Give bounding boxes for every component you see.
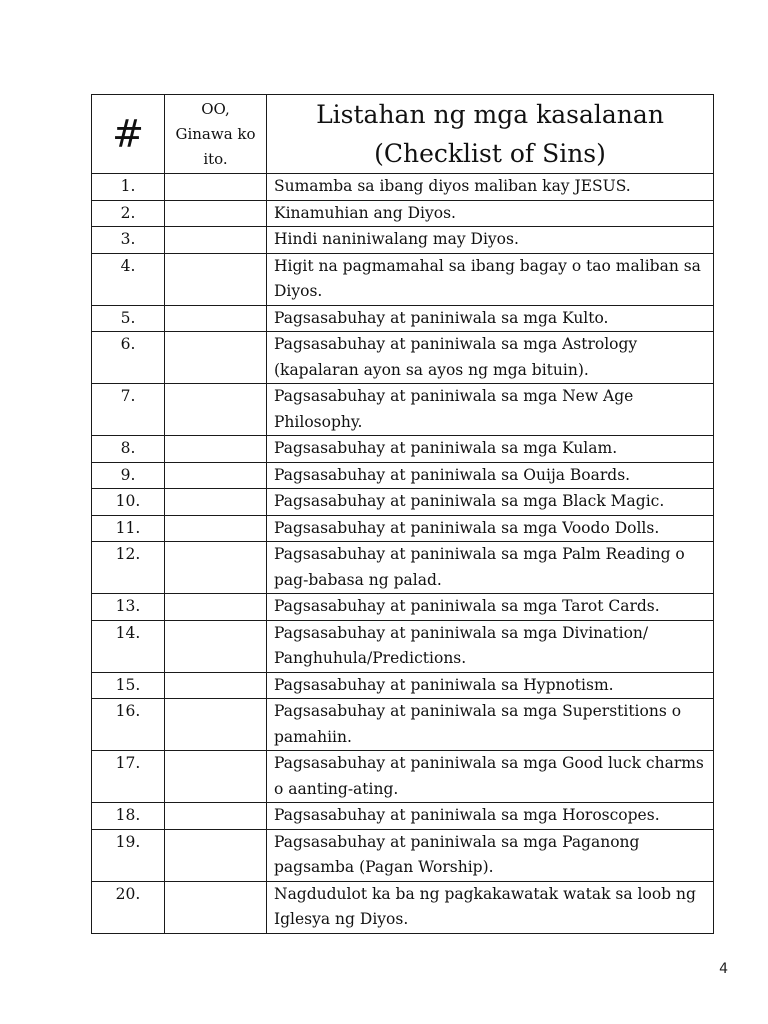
check-cell[interactable] [165,489,267,516]
row-number: 15. [92,672,165,699]
check-cell[interactable] [165,384,267,436]
row-number: 18. [92,803,165,830]
table-row [92,489,714,516]
row-number: 17. [92,751,165,803]
table-row [92,174,714,201]
check-cell[interactable] [165,436,267,463]
sin-description: Pagsasabuhay at paniniwala sa mga Voodo Dolls. [267,515,714,542]
row-number: 11. [92,515,165,542]
sin-description: Pagsasabuhay at paniniwala sa mga Kulto. [267,305,714,332]
row-number: 1. [92,174,165,201]
sin-description: Pagsasabuhay at paniniwala sa mga Palm Reading o pag-babasa ng palad. [267,542,714,594]
table-row [92,227,714,254]
sin-description: Pagsasabuhay at paniniwala sa Hypnotism. [267,672,714,699]
sin-description: Sumamba sa ibang diyos maliban kay JESUS. [267,174,714,201]
sin-description: Pagsasabuhay at paniniwala sa mga Tarot Cards. [267,594,714,621]
table-row [92,542,714,594]
table-row [92,751,714,803]
row-number: 20. [92,881,165,933]
table-row [92,305,714,332]
check-cell[interactable] [165,227,267,254]
check-cell[interactable] [165,620,267,672]
row-number: 7. [92,384,165,436]
row-number: 13. [92,594,165,621]
row-number: 12. [92,542,165,594]
checklist-subtitle: (Checklist of Sins) [374,139,606,168]
check-cell[interactable] [165,462,267,489]
check-cell[interactable] [165,699,267,751]
row-number: 4. [92,253,165,305]
sin-description: Kinamuhian ang Diyos. [267,200,714,227]
row-number: 5. [92,305,165,332]
sin-description: Pagsasabuhay at paniniwala sa mga Astrology (kapalaran ayon sa ayos ng mga bituin). [267,332,714,384]
sin-description: Pagsasabuhay at paniniwala sa mga Black Magic. [267,489,714,516]
table-row [92,462,714,489]
check-cell[interactable] [165,594,267,621]
number-column-header: # [92,95,165,174]
table-header-row [92,95,714,174]
row-number: 8. [92,436,165,463]
sins-checklist-table [91,94,714,934]
row-number: 10. [92,489,165,516]
table-row [92,200,714,227]
row-number: 14. [92,620,165,672]
row-number: 6. [92,332,165,384]
check-cell[interactable] [165,253,267,305]
sin-description: Pagsasabuhay at paniniwala sa mga Horoscopes. [267,803,714,830]
table-row [92,881,714,933]
sin-description: Hindi naniniwalang may Diyos. [267,227,714,254]
row-number: 9. [92,462,165,489]
row-number: 2. [92,200,165,227]
check-cell[interactable] [165,881,267,933]
checked-column-header: OO, Ginawa ko ito. [165,95,267,174]
sin-description: Higit na pagmamahal sa ibang bagay o tao maliban sa Diyos. [267,253,714,305]
row-number: 16. [92,699,165,751]
sin-description: Nagdudulot ka ba ng pagkakawatak watak sa loob ng Iglesya ng Diyos. [267,881,714,933]
check-cell[interactable] [165,803,267,830]
check-cell[interactable] [165,829,267,881]
sin-description: Pagsasabuhay at paniniwala sa mga New Age Philosophy. [267,384,714,436]
table-row [92,829,714,881]
check-cell[interactable] [165,515,267,542]
table-row [92,384,714,436]
check-cell[interactable] [165,672,267,699]
table-row [92,699,714,751]
check-cell[interactable] [165,332,267,384]
sin-description: Pagsasabuhay at paniniwala sa mga Paganong pagsamba (Pagan Worship). [267,829,714,881]
table-row [92,253,714,305]
check-cell[interactable] [165,174,267,201]
row-number: 3. [92,227,165,254]
table-row [92,672,714,699]
check-cell[interactable] [165,305,267,332]
sin-description: Pagsasabuhay at paniniwala sa mga Good luck charms o aanting-ating. [267,751,714,803]
page-number: 4 [719,961,728,977]
checklist-title-header [267,95,714,174]
check-cell[interactable] [165,542,267,594]
sin-description: Pagsasabuhay at paniniwala sa mga Divination/ Panghuhula/Predictions. [267,620,714,672]
table-row [92,620,714,672]
sin-description: Pagsasabuhay at paniniwala sa mga Kulam. [267,436,714,463]
table-row [92,515,714,542]
check-cell[interactable] [165,200,267,227]
table-row [92,332,714,384]
table-row [92,594,714,621]
table-row [92,803,714,830]
check-cell[interactable] [165,751,267,803]
checklist-title: Listahan ng mga kasalanan [316,100,664,129]
sin-description: Pagsasabuhay at paniniwala sa mga Superstitions o pamahiin. [267,699,714,751]
sin-description: Pagsasabuhay at paniniwala sa Ouija Boards. [267,462,714,489]
row-number: 19. [92,829,165,881]
checklist-body [92,174,714,934]
table-row [92,436,714,463]
